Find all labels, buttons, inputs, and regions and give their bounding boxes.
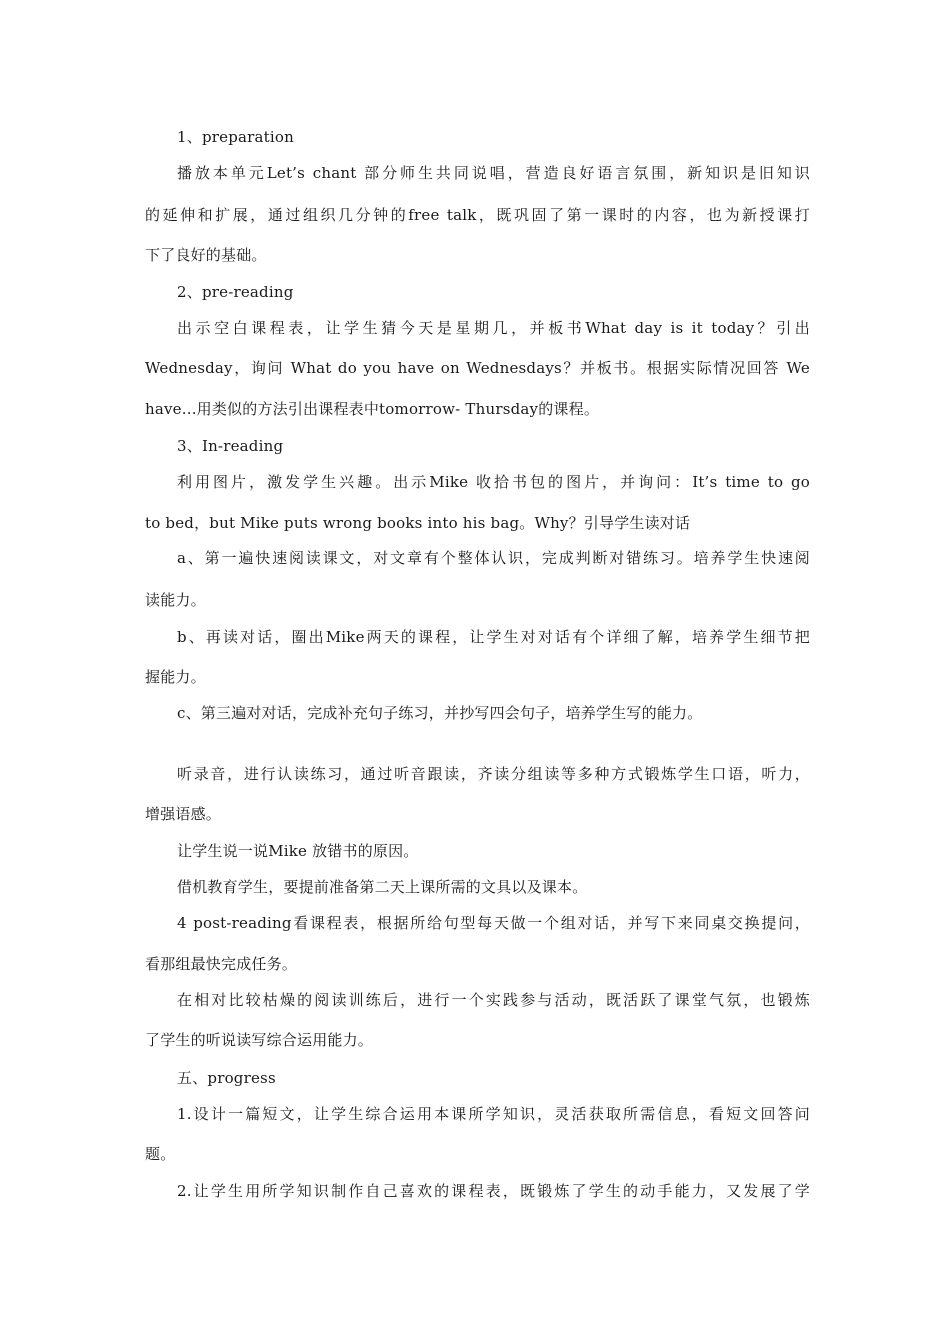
- paragraph-line: have...用类似的方法引出课程表中tomorrow- Thursday的课程。: [145, 400, 600, 418]
- paragraph-line: to bed，but Mike puts wrong books into his bag。Why？引导学生读对话: [145, 514, 691, 532]
- paragraph-line: 4 post-reading看课程表，根据所给句型每天做一个组对话，并写下来同桌交换提问，: [177, 914, 810, 932]
- paragraph-line: 让学生说一说Mike 放错书的原因。: [177, 842, 419, 860]
- paragraph-line: 的延伸和扩展，通过组织几分钟的free talk，既巩固了第一课时的内容，也为新授课打: [145, 206, 810, 224]
- paragraph-line: 看那组最快完成任务。: [145, 955, 298, 973]
- paragraph-line: 听录音，进行认读练习，通过听音跟读，齐读分组读等多种方式锻炼学生口语，听力，: [177, 765, 810, 783]
- paragraph-line: c、第三遍对对话，完成补充句子练习，并抄写四会句子，培养学生写的能力。: [177, 704, 703, 722]
- paragraph-line: 下了良好的基础。: [145, 246, 267, 264]
- heading-progress: 五、progress: [177, 1069, 276, 1087]
- heading-preparation: 1、preparation: [177, 128, 294, 146]
- paragraph-line: 1.设计一篇短文，让学生综合运用本课所学知识，灵活获取所需信息，看短文回答问: [177, 1105, 810, 1123]
- paragraph-line: 播放本单元Let’s chant 部分师生共同说唱，营造良好语言氛围，新知识是旧知识: [177, 164, 810, 182]
- paragraph-line: b、再读对话，圈出Mike两天的课程，让学生对对话有个详细了解，培养学生细节把: [177, 628, 810, 646]
- paragraph-line: 出示空白课程表，让学生猜今天是星期几，并板书What day is it today？引出: [177, 319, 810, 337]
- paragraph-line: 借机教育学生，要提前准备第二天上课所需的文具以及课本。: [177, 878, 588, 896]
- paragraph-line: 握能力。: [145, 668, 206, 686]
- paragraph-line: 读能力。: [145, 591, 206, 609]
- paragraph-line: 了学生的听说读写综合运用能力。: [145, 1031, 374, 1049]
- heading-in-reading: 3、In-reading: [177, 437, 284, 455]
- paragraph-line: 利用图片，激发学生兴趣。出示Mike 收拾书包的图片，并询问：It’s time to go: [177, 473, 810, 491]
- paragraph-line: 题。: [145, 1145, 176, 1163]
- heading-pre-reading: 2、pre-reading: [177, 283, 294, 301]
- paragraph-line: a、第一遍快速阅读课文，对文章有个整体认识，完成判断对错练习。培养学生快速阅: [177, 549, 810, 567]
- paragraph-line: 增强语感。: [145, 805, 222, 823]
- paragraph-line: Wednesday，询问 What do you have on Wednesdays？并板书。根据实际情况回答 We: [145, 359, 810, 377]
- paragraph-line: 2.让学生用所学知识制作自己喜欢的课程表，既锻炼了学生的动手能力，又发展了学: [177, 1182, 810, 1200]
- paragraph-line: 在相对比较枯燥的阅读训练后，进行一个实践参与活动，既活跃了课堂气氛，也锻炼: [177, 991, 810, 1009]
